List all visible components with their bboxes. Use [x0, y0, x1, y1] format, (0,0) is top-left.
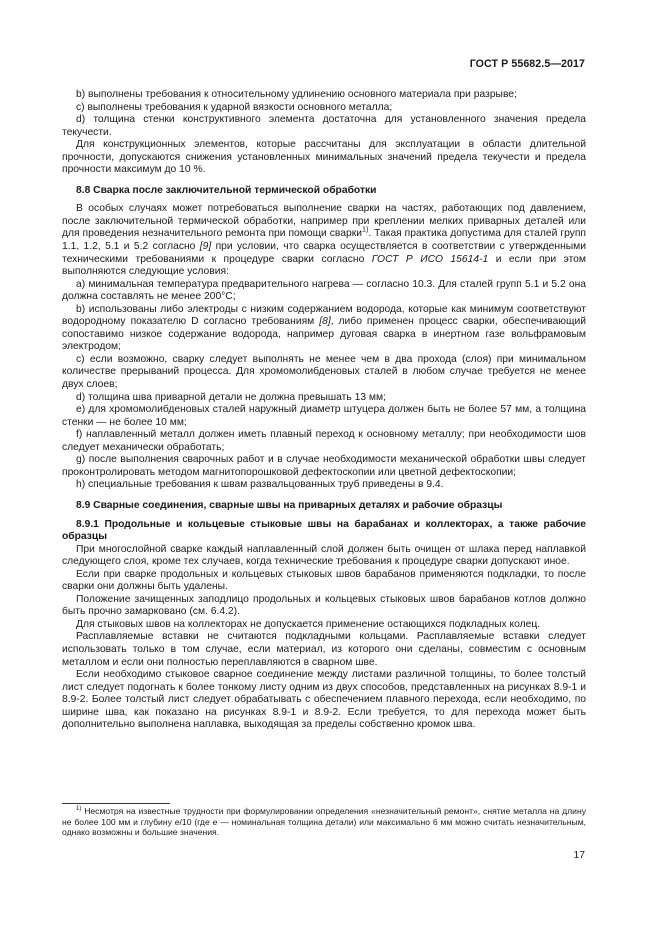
document-body [62, 89, 586, 732]
standard-reference: ГОСТ Р ИСО 15614-1 [371, 253, 489, 265]
text-segment: /10 (где [179, 816, 213, 827]
section-heading-8-9: 8.9 Сварные соединения, сварные швы на приварных деталях и рабочие образцы [76, 499, 503, 511]
paragraph-collector-rings: Для стыковых швов на коллекторах не допускается применение остающихся подкладных колец. [76, 618, 541, 630]
footnote-mark: 1) [76, 806, 82, 813]
footnote-text [62, 806, 586, 838]
text-segment: — номинальная толщина детали) или максимально 6 мм можно считать незначительным, однако возможны и большие значения. [62, 816, 586, 838]
text-segment: и если при этом выполняются следующие условия: [62, 253, 586, 278]
section-heading-8-8: 8.8 Сварка после заключительной термической обработки [76, 184, 377, 196]
page-number: 17 [573, 850, 585, 861]
subsection-heading-8-9-1: 8.9.1 Продольные и кольцевые стыковые швы на барабанах и коллекторах, а также рабочие образцы [62, 518, 586, 543]
condition-b-electrodes [62, 304, 586, 354]
paragraph-creep-elements: Для конструкционных элементов, которые рассчитаны для эксплуатации в области длительной прочности, допускаются снижения установленных минимальных значений предела текучести и предела прочности максимум до 10 %. [62, 139, 586, 176]
text-segment: b) использованы либо электроды с низким содержанием водорода, которые как минимум соответствуют водородному показателю D согласно требованиям [62, 303, 586, 328]
list-item-b-elongation: b) выполнены требования к относительному удлинению основного материала при разрыве; [76, 89, 517, 100]
text-segment: , либо применен процесс сварки, обеспечивающий сопоставимо низкое содержание водорода, например дуговая сварка в инертном газе вольфрамовым электродом; [62, 316, 586, 353]
variable: е [212, 816, 218, 827]
condition-g-inspection: g) после выполнения сварочных работ и в случае необходимости механической обработки швы следует проконтролировать методом магнитопорошковой дефектоскопии или цветной дефектоскопии; [62, 454, 586, 478]
condition-d-weld-thickness: d) толщина шва приварной детали не должна превышать 13 мм; [76, 391, 386, 403]
footnote-reference: 1) [361, 225, 369, 235]
condition-h-expanded-tubes: h) специальные требования к швам развальцованных труб приведены в 9.4. [76, 479, 444, 491]
paragraph-consumable-inserts: Расплавляемые вставки не считаются подкладными кольцами. Расплавляемые вставки следует использовать только в том случае, если материал, из которого они сделаны, совместим с основным металлом и если они полностью переплавляются в сварном шве. [62, 631, 586, 668]
paragraph-different-thickness: Если необходимо стыковое сварное соединение между листами различной толщины, то более толстый лист следует подогнать к более тонкому листу одним из двух способов, представленных на рисунках 8.9-1 и 8.9-2. Более толстый лист следует обрабатывать с обеспечением плавного перехода, если необходимо, по ширине шва, как показано на рисунках 8.9-1 и 8.9-2. Если требуется, то для перехода может быть дополнительно выполнена наплавка, выходящая за пределы собственно кромок шва. [62, 669, 586, 731]
variable: е [174, 816, 180, 827]
text-segment: Несмотря на известные трудности при формулировании определения «незначительный ремонт», снятие металла на длину не более 100 мм и глубину [62, 806, 586, 827]
paragraph-8-8-intro [62, 203, 586, 278]
condition-e-diameter: e) для хромомолибденовых сталей наружный диаметр штуцера должен быть не более 57 мм, а толщина стенки — не более 10 мм; [62, 404, 586, 428]
bibliography-reference: [9] [199, 241, 212, 253]
text-segment: . Такая практика допустима для сталей групп 1.1, 1.2, 5.1 и 5.2 согласно [62, 228, 586, 253]
list-item-c-impact: c) выполнены требования к ударной вязкости основного металла; [76, 101, 393, 113]
list-item-d-wall-thickness: d) толщина стенки конструктивного элемента достаточна для установленного значения предела текучести. [62, 114, 586, 138]
text-segment: при условии, что сварка осуществляется в соответствии с утвержденными техническими требованиями к процедуре сварки согласно [62, 241, 586, 265]
paragraph-backing-strips: Если при сварке продольных и кольцевых стыковых швов барабанов применяются подкладки, то после сварки они должны быть удалены. [62, 568, 586, 593]
paragraph-multilayer: При многослойной сварке каждый наплавленный слой должен быть очищен от шлака перед наплавкой следующего слоя, кроме тех случаев, когда технические требования к процедуре сварки допускают иное. [62, 543, 586, 568]
condition-f-transition: f) наплавленный металл должен иметь плавный переход к основному металлу; при необходимости шов следует механически обработать; [62, 429, 586, 453]
condition-c-passes: c) если возможно, сварку следует выполнять не менее чем в два прохода (слоя) при минимальном количестве прерываний процесса. Для хромомолибденовых сталей в любом случае требуется не менее двух слоев; [62, 353, 586, 391]
paragraph-marking: Положение зачищенных заподлицо продольных и кольцевых стыковых швов барабанов котлов должно быть прочно замарковано (см. 6.4.2). [62, 593, 586, 618]
footnote [62, 806, 586, 838]
page-header-standard: ГОСТ Р 55682.5—2017 [469, 58, 585, 70]
condition-a-preheat: a) минимальная температура предварительного нагрева — согласно 10.3. Для сталей групп 5.1 и 5.2 она должна составлять не менее 200°С; [62, 278, 586, 303]
text-segment: В особых случаях может потребоваться выполнение сварки на частях, работающих под давлением, после заключительной термической обработки, например при креплении мелких приварных деталей или для проведения незначительного ремонта при помощи сварки [62, 203, 586, 240]
bibliography-reference: [8] [319, 316, 331, 328]
footnote-divider [62, 803, 170, 804]
